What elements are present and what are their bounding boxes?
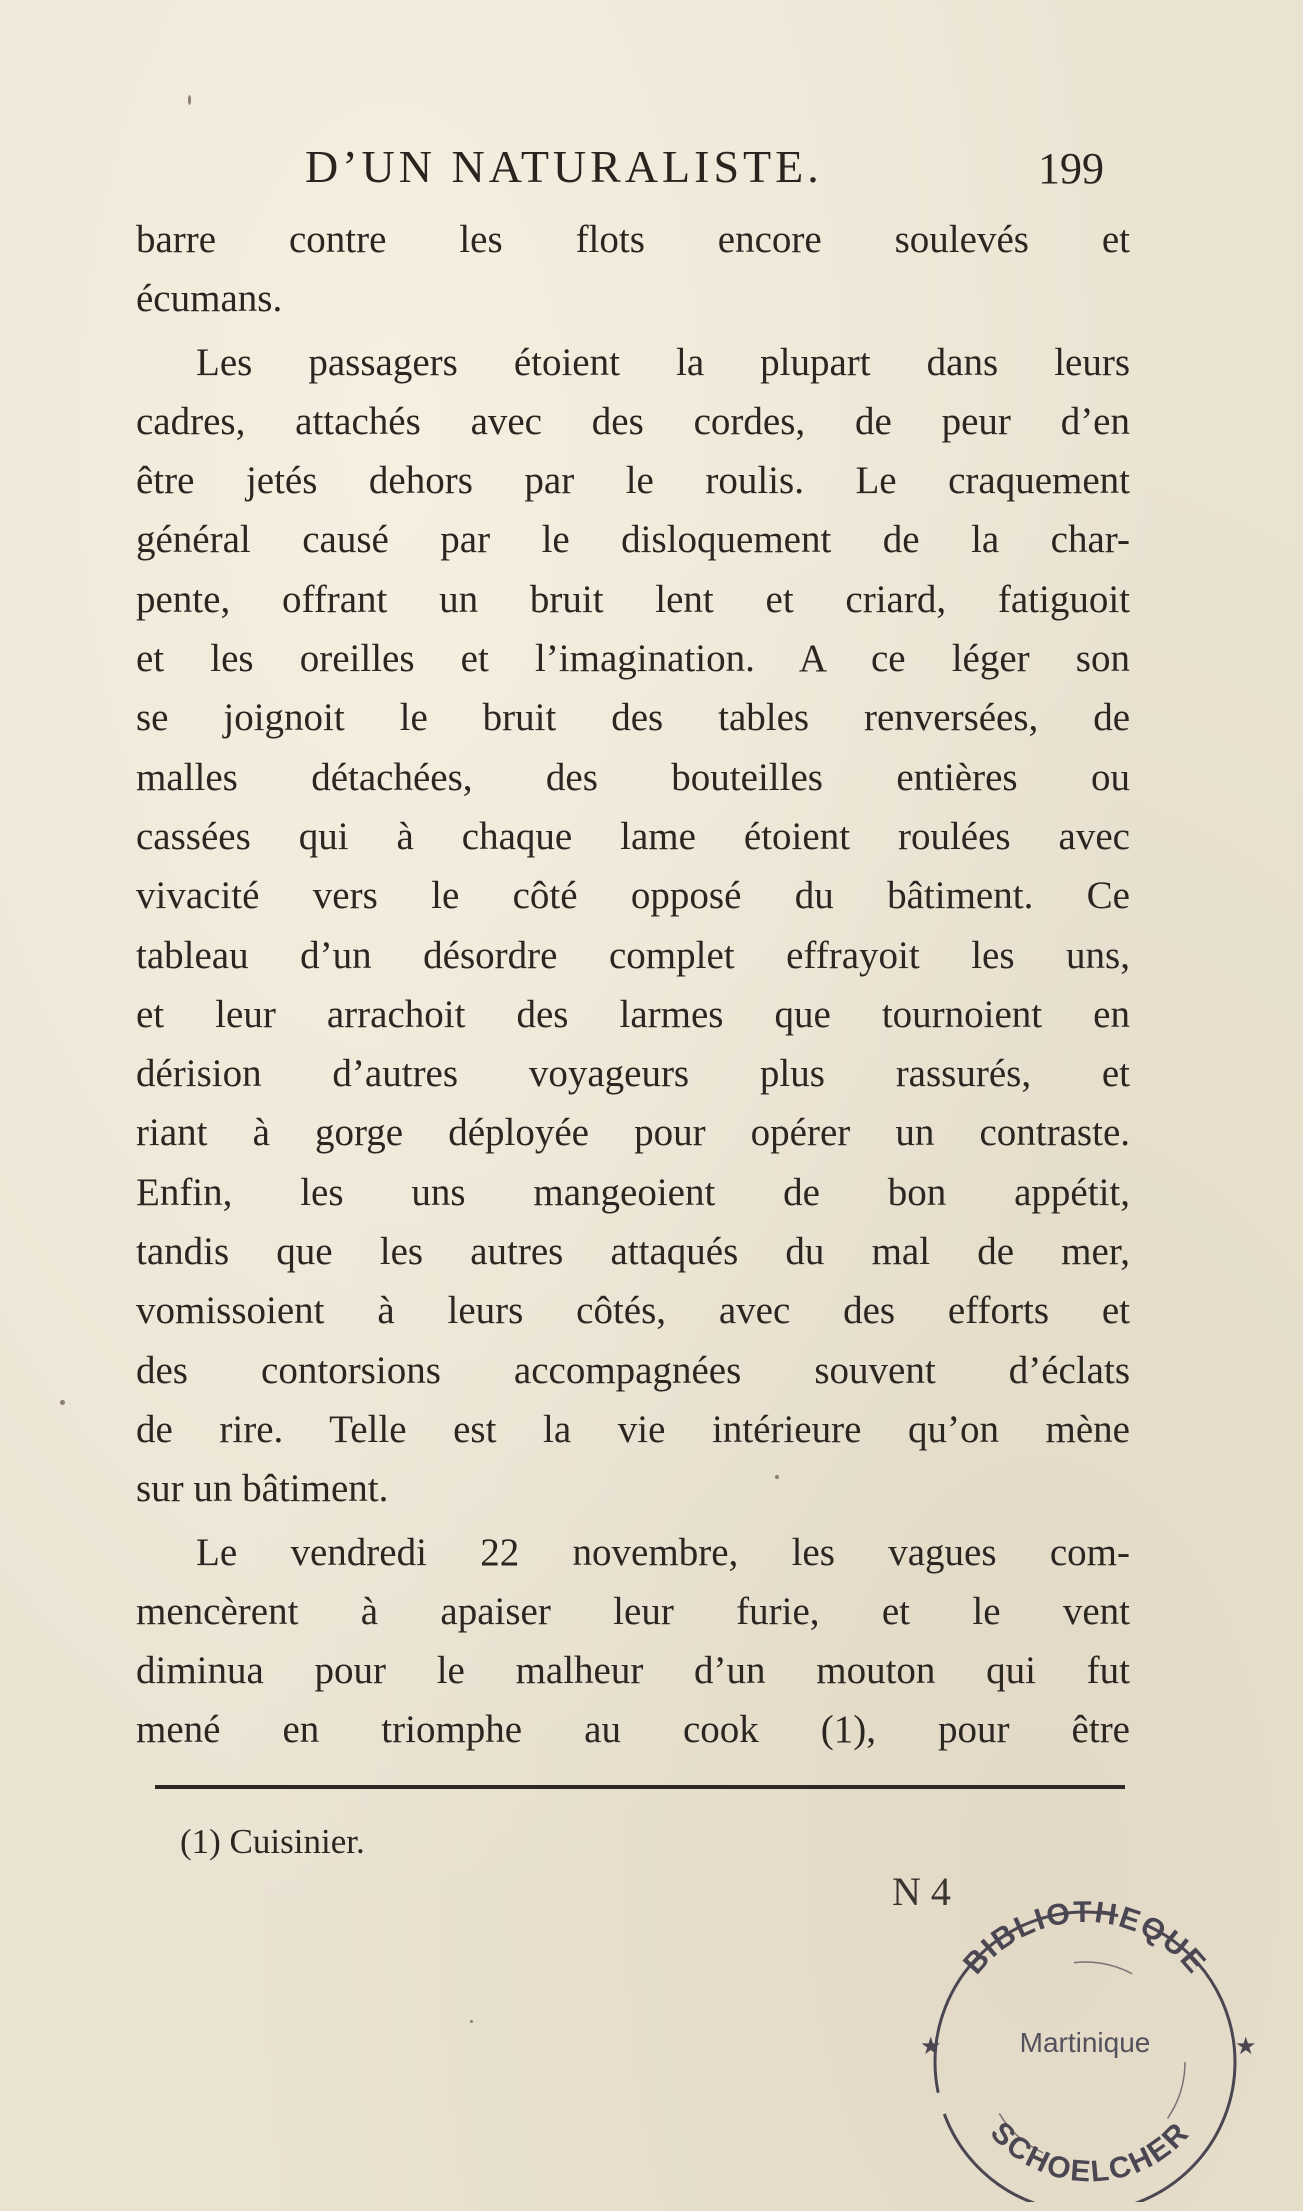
page-number: 199 [1038,144,1104,193]
text-line: tableau d’un désordre complet effrayoit les uns, [136,933,1130,977]
text-line: Les passagers étoient la plupart dans leurs [196,340,1130,384]
text-line: et leur arrachoit des larmes que tournoient en [136,992,1130,1036]
running-title: D’UN NATURALISTE. [305,141,823,192]
shelf-mark: N 4 [892,1869,951,1914]
paper-speck [188,95,191,105]
stamp-star-left-icon: ★ [920,2032,942,2060]
paper-speck [775,1475,779,1479]
stamp-center-text: Martinique [1019,2027,1151,2058]
text-line: général causé par le disloquement de la char- [136,518,1130,562]
stamp-top-text: BIBLIOTHEQUE [957,1895,1213,1981]
text-line: vomissoient à leurs côtés, avec des efforts et [136,1289,1130,1333]
text-line: dérision d’autres voyageurs plus rassurés, et [136,1052,1130,1096]
text-line: des contorsions accompagnées souvent d’éclats [136,1348,1130,1392]
text-line: sur un bâtiment. [136,1467,389,1511]
text-line: Enfin, les uns mangeoient de bon appétit, [136,1170,1130,1214]
text-line: malles détachées, des bouteilles entières ou [136,755,1130,799]
text-line: vivacité vers le côté opposé du bâtiment. Ce [136,874,1130,918]
body-text [136,210,1130,1760]
stamp-star-right-icon: ★ [1235,2032,1257,2060]
stamp-bottom-text: SCHOELCHER [983,2115,1197,2189]
text-line: et les oreilles et l’imagination. A ce léger son [136,637,1130,681]
text-line: mené en triomphe au cook (1), pour être [136,1708,1130,1752]
paper-speck [60,1400,65,1405]
text-line: tandis que les autres attaqués du mal de mer, [136,1230,1130,1274]
footnote: (1) Cuisinier. [180,1822,365,1861]
text-line: diminua pour le malheur d’un mouton qui fut [136,1649,1130,1693]
text-line: riant à gorge déployée pour opérer un contraste. [136,1111,1130,1155]
footnote-rule [155,1785,1125,1789]
text-line: se joignoit le bruit des tables renversées, de [136,696,1130,740]
text-line: Le vendredi 22 novembre, les vagues com- [196,1530,1130,1574]
paper-speck [470,2020,473,2023]
text-line: pente, offrant un bruit lent et criard, fatiguoit [136,577,1130,621]
text-line: mencèrent à apaiser leur furie, et le vent [136,1589,1130,1633]
text-line: cadres, attachés avec des cordes, de peur d’en [136,399,1130,443]
text-line: de rire. Telle est la vie intérieure qu’on mène [136,1407,1130,1451]
text-line: être jetés dehors par le roulis. Le craquement [136,459,1130,503]
library-stamp [895,1872,1275,2202]
text-line: barre contre les flots encore soulevés et [136,218,1130,261]
text-line: écumans. [136,277,283,321]
text-line: cassées qui à chaque lame étoient roulées avec [136,814,1130,858]
